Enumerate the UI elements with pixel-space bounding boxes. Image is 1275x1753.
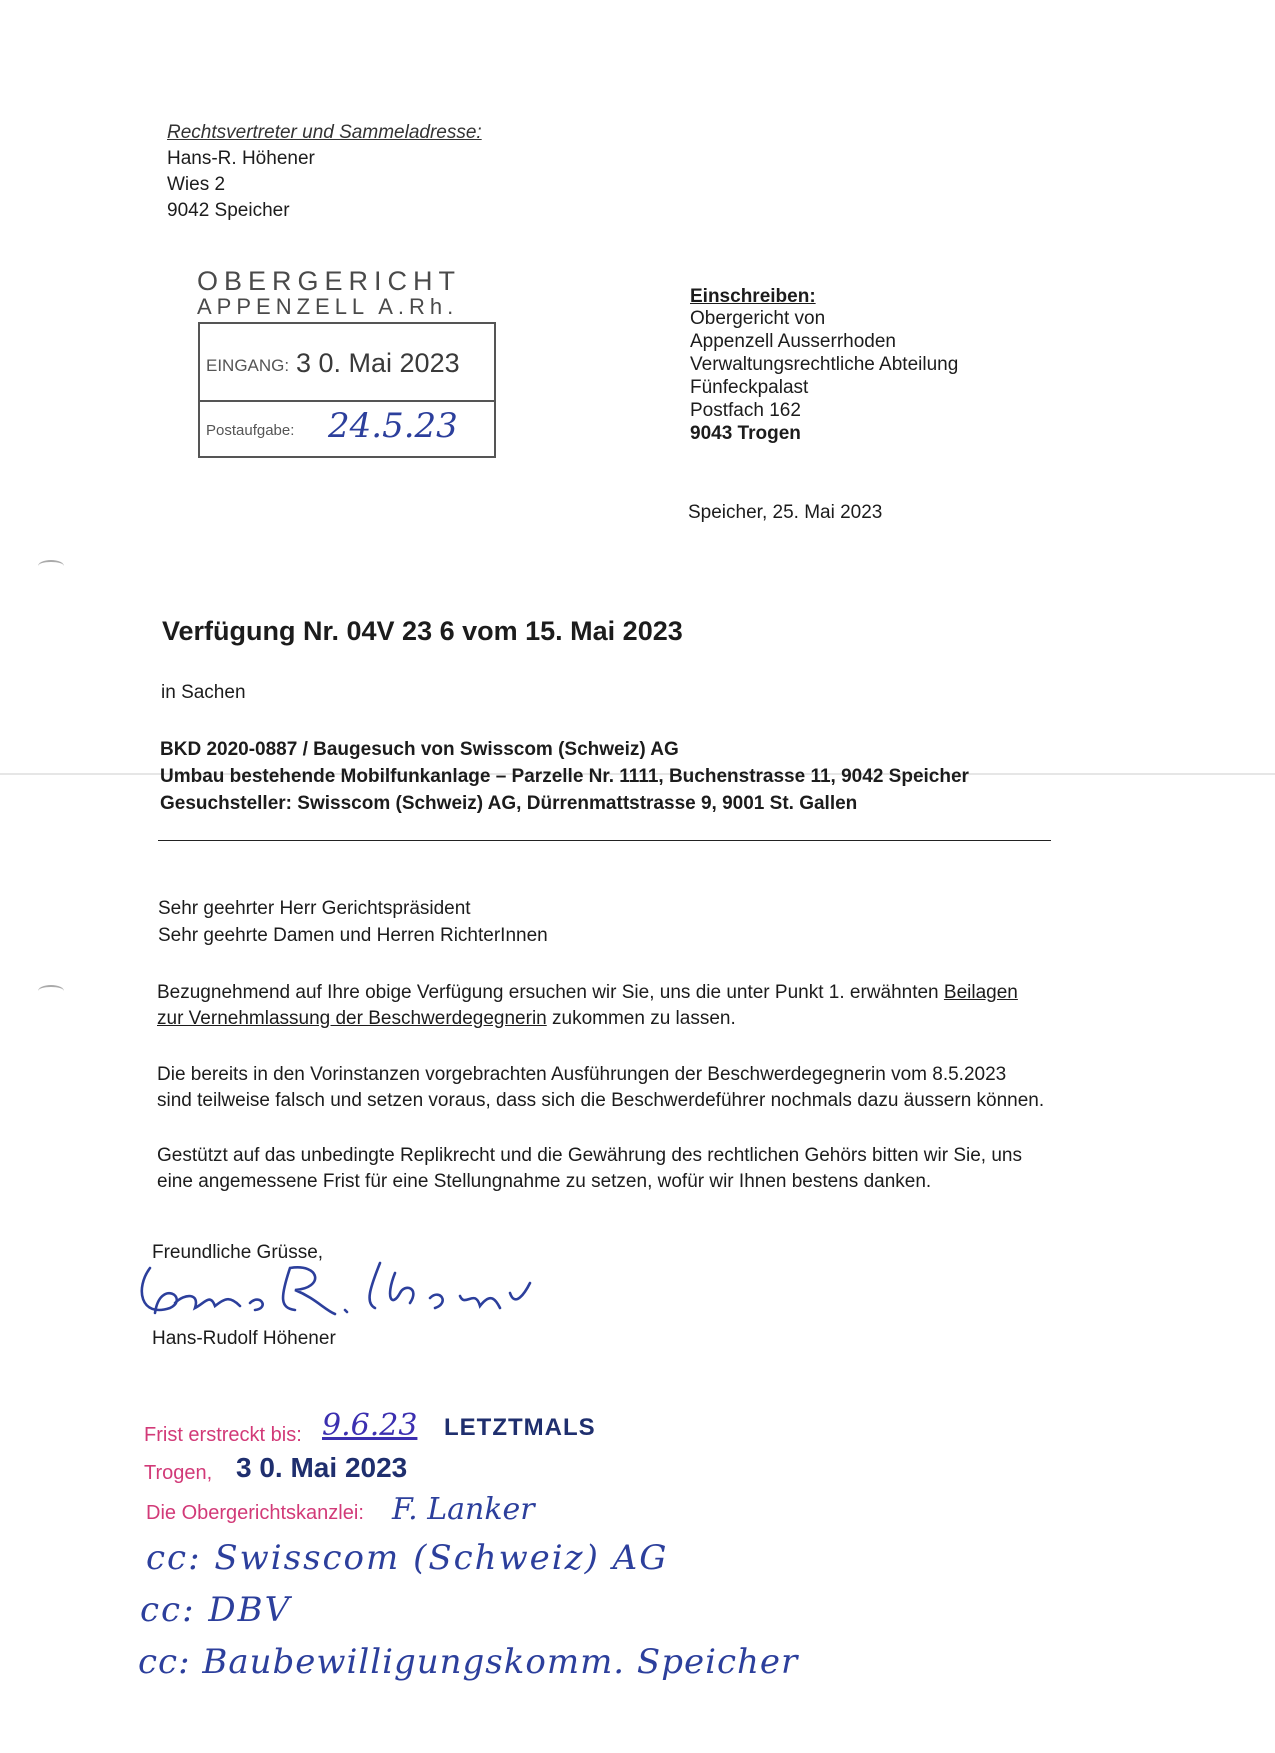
- paragraph-3-line-1: Gestützt auf das unbedingte Replikrecht und die Gewährung des rechtlichen Gehörs bitten wir Sie, uns: [157, 1145, 1023, 1166]
- paragraph-2-line-1: Die bereits in den Vorinstanzen vorgebrachten Ausführungen der Beschwerdegegnerin vom 8.5.2023: [157, 1064, 1007, 1085]
- stamp-entry-label: EINGANG:: [206, 356, 290, 375]
- paragraph-1-underlined: Beilagen: [943, 982, 1018, 1003]
- stamp-divider: [200, 400, 494, 402]
- recipient-city: 9043 Trogen: [690, 423, 801, 444]
- sender-heading: Rechtsvertreter und Sammeladresse:: [167, 122, 482, 143]
- recipient-heading: Einschreiben:: [690, 286, 816, 307]
- paragraph-1-line-1: [157, 980, 1018, 1006]
- page-title: Verfügung Nr. 04V 23 6 vom 15. Mai 2023: [162, 616, 683, 646]
- cc-note-1: cc: Swisscom (Schweiz) AG: [146, 1538, 669, 1578]
- sender-street: Wies 2: [167, 174, 226, 195]
- cc-note-3: cc: Baubewilligungskomm. Speicher: [138, 1642, 799, 1682]
- stamp-postal-date: 24.5.23: [328, 406, 458, 446]
- receipt-stamp-box: [198, 322, 496, 458]
- stamp-postal-label: Postaufgabe:: [206, 422, 295, 439]
- paragraph-2-line-2: sind teilweise falsch und setzen voraus, dass sich die Beschwerdeführer nochmals dazu äussern können.: [157, 1090, 1045, 1111]
- cc-note-2: cc: DBV: [140, 1590, 292, 1630]
- sender-name: Hans-R. Höhener: [167, 148, 315, 169]
- signatory-name: Hans-Rudolf Höhener: [152, 1328, 336, 1349]
- stamp-frist-date: 9.6.23: [322, 1408, 418, 1443]
- stamp-frist-label: Frist erstreckt bis:: [144, 1424, 302, 1446]
- stamp-chancellery-signature: F. Lanker: [392, 1492, 535, 1527]
- salutation-line-1: Sehr geehrter Herr Gerichtspräsident: [158, 898, 471, 919]
- closing: Freundliche Grüsse,: [152, 1242, 324, 1263]
- place-date: Speicher, 25. Mai 2023: [688, 502, 883, 523]
- subject-line-3: Gesuchsteller: Swisscom (Schweiz) AG, Dürrenmattstrasse 9, 9001 St. Gallen: [160, 793, 858, 814]
- stamp-place-date: 3 0. Mai 2023: [236, 1452, 408, 1483]
- stamp-letztmals: LETZTMALS: [444, 1414, 596, 1441]
- paragraph-1-text: Bezugnehmend auf Ihre obige Verfügung ersuchen wir Sie, uns die unter Punkt 1. erwähnten: [157, 982, 944, 1003]
- paragraph-3-line-2: eine angemessene Frist für eine Stellungnahme zu setzen, wofür wir Ihnen bestens danken.: [157, 1171, 932, 1192]
- paragraph-1-text-2: zukommen zu lassen.: [546, 1008, 736, 1029]
- handwritten-signature: [130, 1248, 590, 1328]
- subject-line-2: Umbau bestehende Mobilfunkanlage – Parzelle Nr. 1111, Buchenstrasse 11, 9042 Speicher: [160, 766, 969, 787]
- stamp-court-name: OBERGERICHT: [197, 266, 462, 296]
- recipient-line-5: Postfach 162: [690, 400, 801, 421]
- subject-line-1: BKD 2020-0887 / Baugesuch von Swisscom (Schweiz) AG: [160, 739, 679, 760]
- in-sachen: in Sachen: [161, 682, 246, 703]
- subject-rule: [158, 840, 1051, 841]
- stamp-place-label: Trogen,: [144, 1462, 213, 1484]
- paragraph-1-line-2: [157, 1006, 736, 1032]
- recipient-line-1: Obergericht von: [690, 308, 826, 329]
- recipient-line-2: Appenzell Ausserrhoden: [690, 331, 896, 352]
- recipient-line-4: Fünfeckpalast: [690, 377, 809, 398]
- stamp-chancellery-label: Die Obergerichtskanzlei:: [146, 1502, 364, 1524]
- salutation-line-2: Sehr geehrte Damen und Herren RichterInnen: [158, 925, 548, 946]
- punch-hole-mark: [38, 985, 64, 997]
- stamp-entry-date: 3 0. Mai 2023: [296, 348, 460, 378]
- paragraph-1-underlined-2: zur Vernehmlassung der Beschwerdegegnerin: [157, 1008, 547, 1029]
- punch-hole-mark: [38, 560, 64, 572]
- stamp-canton: APPENZELL A.Rh.: [197, 294, 459, 319]
- recipient-line-3: Verwaltungsrechtliche Abteilung: [690, 354, 959, 375]
- sender-city: 9042 Speicher: [167, 200, 290, 221]
